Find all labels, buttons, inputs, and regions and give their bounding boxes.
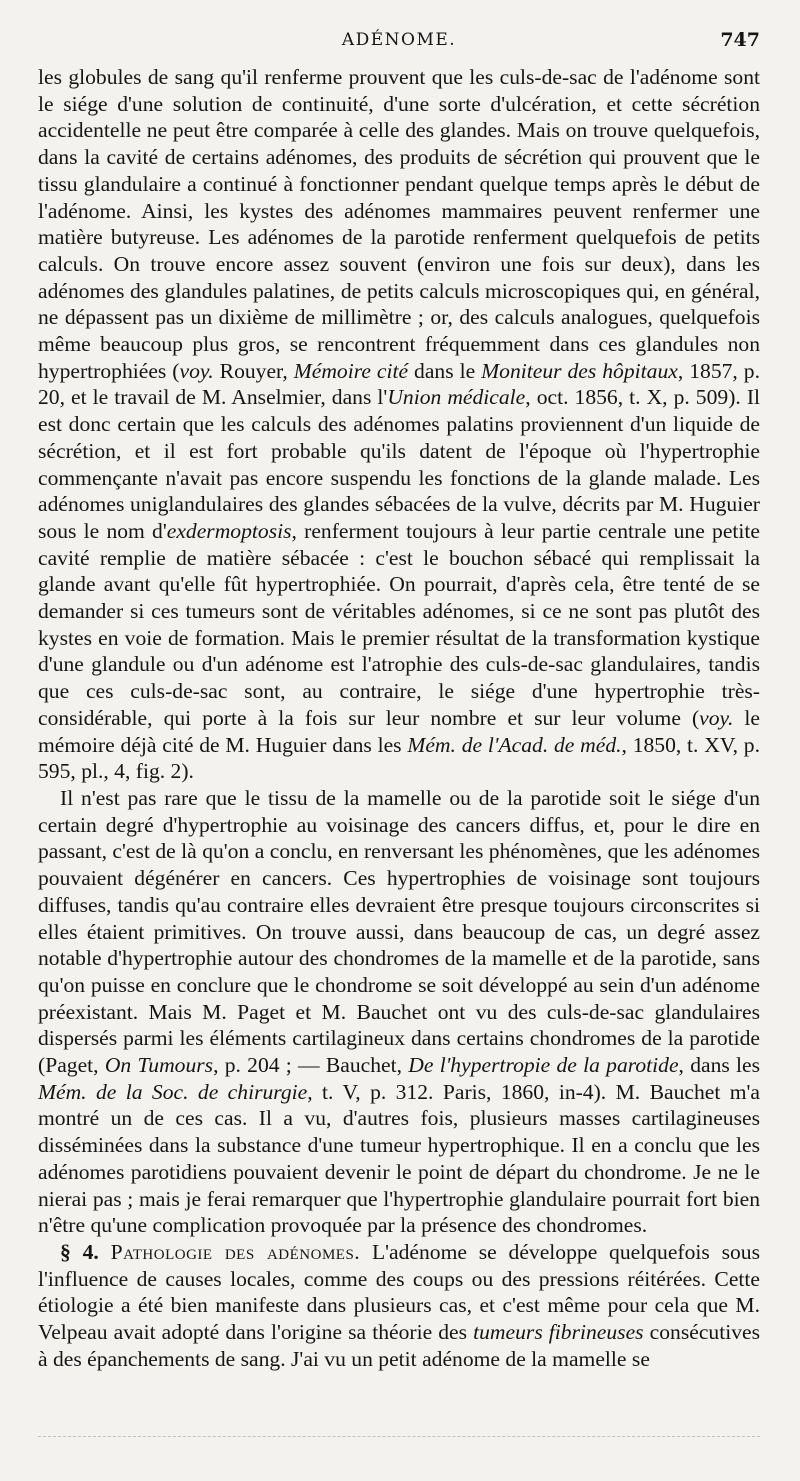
text-run: Il n'est pas rare que le tissu de la mamelle ou de la parotide soit le siége d'un certain degré d'hypertrophie au voisinage des cancers diffus, et, pour le dire en passant, c'est de là qu'on a conclu, en renversant les phénomènes, que les adénomes pouvaient dégénérer en cancers. Ces hypertrophies de voisinage sont toujours diffuses, tandis qu'au contraire elles devraient être presque toujours circonscrites si elles étaient primitives. On trouve aussi, dans beaucoup de cas, un degré assez notable d'hypertrophie autour des chondromes de la mamelle et de la parotide, sans qu'on puisse en conclure que le chondrome se soit développé au sein d'un adénome préexistant. Mais M. Paget et M. Bauchet ont vu des culs-de-sac glandulaires dispersés parmi les éléments cartilagineux dans certains chondromes de la parotide (Paget,: [38, 785, 760, 1078]
citation-title: Moniteur des hôpitaux: [481, 358, 678, 383]
text-run: , 1850, t. XV, p. 595, pl., 4, fig. 2).: [38, 732, 760, 784]
page-number: 747: [720, 29, 760, 51]
body-text: [38, 64, 760, 1372]
citation-title: Mém. de la Soc. de chirurgie: [38, 1079, 308, 1104]
text-run: , t. V, p. 312. Paris, 1860, in-4). M. Bauchet m'a montré un de ces cas. Il a vu, d'autres fois, plusieurs masses cartilagineuses disséminées dans la substance d'une tumeur hypertrophique. Il en a conclu que les adénomes parotidiens pouvaient devenir le point de départ du chondrome. Je ne le nierai pas ; mais je ferai remarquer que l'hypertrophie glandulaire pourrait fort bien n'être qu'une complication provoquée par la présence des chondromes.: [38, 1079, 761, 1238]
text-run: L'adénome se développe quelquefois sous l'influence de causes locales, comme des coups ou des pressions réitérées. Cette étiologie a été bien manifeste dans plusieurs cas, et c'est même pour cela que M. Velpeau avait adopté dans l'origine sa théorie des: [38, 1239, 760, 1345]
section-heading: Pathologie des adénomes.: [110, 1239, 361, 1264]
paragraph-2: [38, 785, 760, 1239]
citation-title: On Tumours: [104, 1053, 214, 1078]
italic-run: voy.: [179, 358, 214, 383]
italic-run: voy.: [699, 705, 734, 730]
text-run: , renferment toujours à leur partie centrale une petite cavité remplie de matière sébacée : c'est le bouchon sébacé qui remplissait la glande avant qu'elle fût hypertrophiée. On pourrait, d'après cela, être tenté de se demander si ces tumeurs sont de véritables adénomes, si ce ne sont pas plutôt des kystes en voie de formation. Mais le premier résultat de la transformation kystique d'une glandule ou d'un adénome est l'atrophie des culs-de-sac glandulaires, tandis que ces culs-de-sac sont, au contraire, le siége d'une hypertrophie très-considérable, qui porte à la fois sur leur nombre et sur leur volume (: [38, 518, 760, 730]
text-run: consécutives à des épanchements de sang. J'ai vu un petit adénome de la mamelle se: [38, 1320, 760, 1371]
text-run: les globules de sang qu'il renferme prouvent que les culs-de-sac de l'adénome sont le siége d'une solution de continuité, d'une sorte d'ulcération, et cette sécrétion accidentelle ne peut être comparée à celle des glandes. Mais on trouve quelquefois, dans la cavité de certains adénomes, des produits de sécrétion qui prouvent que le tissu glandulaire a continué à fonctionner pendant quelque temps après le début de l'adénome. Ainsi, les kystes des adénomes mammaires peuvent renfermer une matière butyreuse. Les adénomes de la parotide renferment quelquefois de petits calculs. On trouve encore assez souvent (environ une fois sur deux), dans les adénomes des glandules palatines, de petits calculs microscopiques qui, en général, ne dépassent pas un dixième de millimètre ; or, des calculs analogues, quelquefois même beaucoup plus gros, se rencontrent fréquemment dans ces glandules non hypertrophiées (: [38, 65, 760, 383]
text-run: , oct. 1856, t. X, p. 509). Il est donc certain que les calculs des adénomes palatins proviennent d'un liquide de sécrétion, et il est fort probable qu'ils datent de l'époque où l'hypertrophie commençante n'avait pas encore suspendu les fonctions de la glande malade. Les adénomes uniglandulaires des glandes sébacées de la vulve, décrits par M. Huguier sous le nom d': [38, 385, 761, 543]
italic-term: tumeurs fibrineuses: [473, 1320, 644, 1345]
text-run: , 1857, p. 20, et le travail de M. Anselmier, dans l': [38, 358, 760, 410]
running-head: [38, 26, 760, 56]
paragraph-3: [38, 1239, 760, 1373]
citation-title: Union médicale: [387, 385, 526, 410]
text-run: dans le: [408, 358, 482, 383]
bleed-through-rule: [38, 1436, 760, 1437]
text-run: , p. 204 ; — Bauchet,: [213, 1053, 409, 1078]
text-run: , dans les: [678, 1053, 761, 1078]
text-run: le mémoire déjà cité de M. Huguier dans les: [38, 705, 760, 757]
paragraph-1: [38, 64, 760, 785]
citation-title: Mém. de l'Acad. de méd.: [407, 732, 622, 757]
citation-title: De l'hypertropie de la parotide: [408, 1053, 679, 1078]
italic-term: exdermoptosis: [166, 518, 292, 543]
section-number: § 4.: [60, 1239, 99, 1264]
running-title: ADÉNOME.: [341, 30, 457, 50]
citation-title: Mémoire cité: [293, 358, 409, 383]
text-run: Rouyer,: [213, 358, 294, 383]
